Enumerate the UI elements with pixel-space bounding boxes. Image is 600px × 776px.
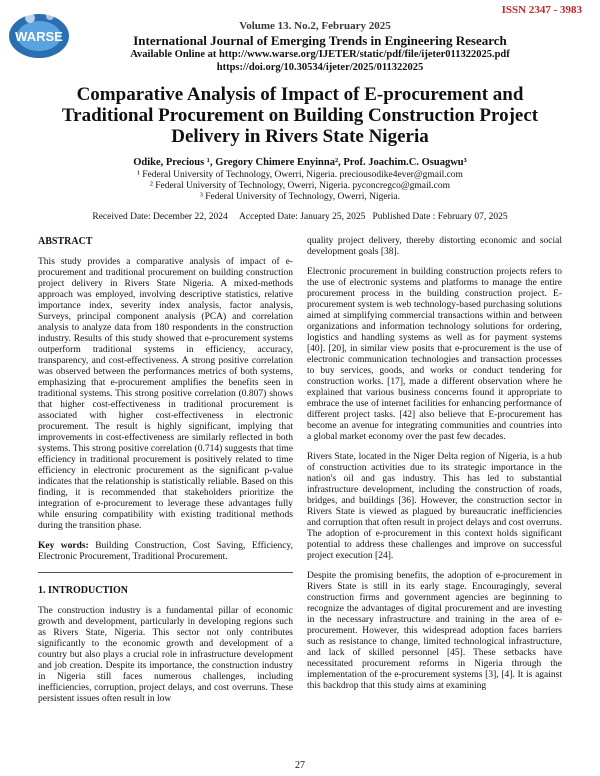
publication-dates: Received Date: December 22, 2024 Accepted Date: January 25, 2025 Published Date : February 07, 2025 — [92, 212, 508, 222]
volume-info: Volume 13. No.2, February 2025 — [239, 20, 391, 32]
keywords-text: Building Construction, Cost Saving, Efficiency, Electronic Procurement, Traditional Procurement. — [38, 541, 293, 562]
right-column — [307, 236, 562, 701]
logo-text: WARSE — [15, 29, 63, 44]
abstract-heading: ABSTRACT — [38, 236, 93, 247]
right-paragraph-3: Rivers State, located in the Niger Delta region of Nigeria, is a hub of construction activities due to its strategic importance in the nation's oil and gas industry. This has led to substantial infrastructure development, including the construction of roads, bridges, and buildings [36]. However, the construction sector in Rivers State is viewed as plagued by bureaucratic inefficiencies and corruption that often result in project delays and cost overruns. The adoption of e-procurement in this context holds significant potential to address these challenges and improve on successful project execution [24]. — [307, 452, 562, 561]
left-column — [38, 236, 293, 714]
right-paragraph-4: Despite the promising benefits, the adoption of e-procurement in Rivers State is still in its early stage. Encouragingly, several construction firms and government agencies are beginning to recognize the advantages of digital procurement and are investing in the necessary infrastructure and training in the area of e-procurement. However, this widespread adoption faces barriers such as resistance to change, limited technological infrastructure, and lack of skilled personnel [45]. These setbacks have necessitated procurement reforms in Nigeria through the implementation of the e-procurement systems [3], [4]. It is against this backdrop that this study aims at examining — [307, 571, 562, 691]
right-paragraph-2: Electronic procurement in building construction projects refers to the use of electronic systems and platforms to manage the entire procurement process in the building construction project. E-procurement system is web technology-based purchasing solutions aimed at simplifying commercial transactions within and between organizations and information technology solutions for ordering, logistics and handling systems as well as for payment systems [40]. [20], in similar view posits that e-procurement is the use of electronic communication technologies and transaction processes to buy services, goods, and works or conduct tendering for construction works. [17], made a different observation where he explained that various business concerns found it appropriate to embrace the use of internet facilities for enhancing performance of different project tasks. [42] also believe that E-procurement has become an avenue for integrating communities and countries into a global market economy over the past few decades. — [307, 267, 562, 442]
introduction-heading: 1. INTRODUCTION — [38, 585, 129, 596]
abstract-text: This study provides a comparative analysis of impact of e-procurement and traditional procurement on building construction project delivery in Rivers State Nigeria. A mixed-methods approach was employed, involving descriptive statistics, relative importance index, severity index analysis, factor analysis, Surveys, principal component analysis (PCA) and correlation analysis to analyze data from 180 respondents in the construction industry. Results of this study showed that e-procurement systems outperform traditional systems in efficiency, accuracy, transparency, and cost-effectiveness. A strong positive correlation was observed between the performances metrics of both systems, emphasizing that e-procurement amplifies the benefits seen in traditional systems. This strong positive correlation (0.807) shows that higher cost-effectiveness in traditional procurement is associated with higher cost-effectiveness in electronic procurement. The result is highly significant, implying that improvements in cost-effectiveness are similarly reflected in both systems. This strong positive correlation (0.714) suggests that time efficiency in traditional procurement is positively related to time efficiency in electronic procurement as the significant p-value indicates that the relationship is statistically reliable. Based on this finding, it is recommended that stakeholders prioritize the integration of e-procurement to leverage these advantages fully while ensuring compatibility with existing traditional methods during the transition phase. — [38, 257, 293, 531]
journal-name: International Journal of Emerging Trends in Engineering Research — [133, 33, 507, 48]
authors: Odike, Precious ¹, Gregory Chimere Enyinna², Prof. Joachim.C. Osuagwu³ — [133, 157, 467, 168]
issn: ISSN 2347 - 3983 — [501, 4, 582, 16]
section-divider — [38, 572, 293, 573]
right-paragraph-1: quality project delivery, thereby distorting economic and social development goals [38]. — [307, 236, 562, 257]
keywords-label: Key words: — [38, 541, 89, 551]
paper-title: Comparative Analysis of Impact of E-procurement and Traditional Procurement on Building Construction Project Delivery in Rivers State Nigeria — [61, 84, 539, 147]
affiliation-1: ¹ Federal University of Technology, Owerri, Nigeria. preciousodike4ever@gmail.com — [137, 170, 463, 180]
availability-url[interactable]: Available Online at http://www.warse.org/IJETER/static/pdf/file/ijeter011322025.pdf — [130, 49, 510, 60]
intro-paragraph: The construction industry is a fundamental pillar of economic growth and development, particularly in developing regions such as Rivers State, Nigeria. This sector not only contributes significantly to the economic growth and development of a country but also plays a crucial role in infrastructure development and job creation. Despite its importance, the construction industry in Nigeria still faces numerous challenges, including inefficiencies, corruption, project delays, and cost overruns. These persistent issues often result in low — [38, 606, 293, 704]
affiliations — [0, 170, 600, 203]
page-number: 27 — [295, 760, 305, 771]
keywords — [38, 541, 293, 563]
doi-link[interactable]: https://doi.org/10.30534/ijeter/2025/011322025 — [216, 62, 424, 73]
affiliation-3: ³ Federal University of Technology, Owerri, Nigeria. — [199, 192, 401, 202]
affiliation-2: ² Federal University of Technology, Owerri, Nigeria. pyconcregco@gmail.com — [149, 181, 451, 191]
